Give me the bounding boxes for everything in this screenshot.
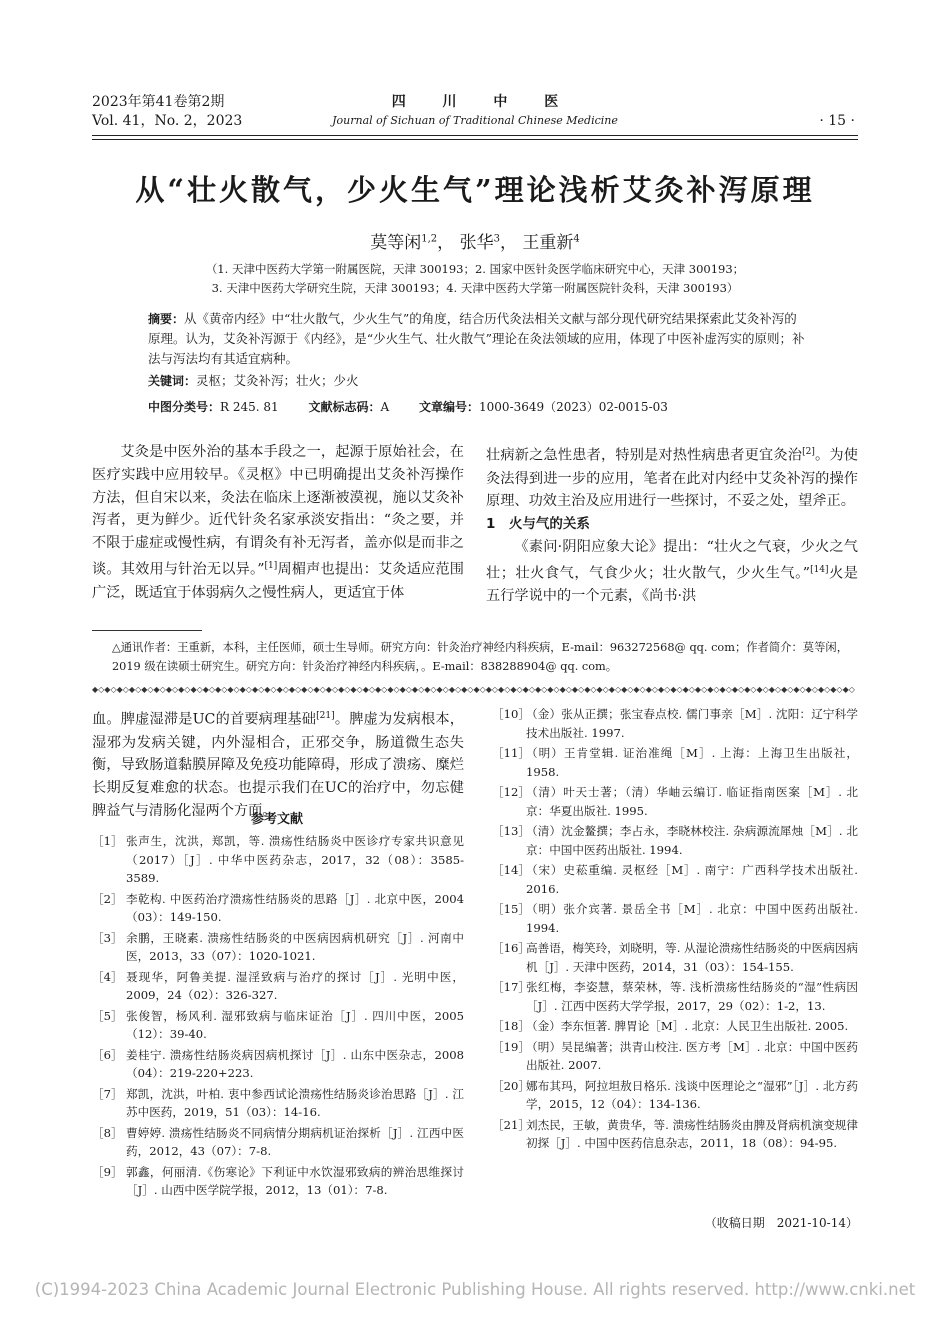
affiliations [110,260,840,298]
reference-text: 李乾构. 中医药治疗溃疡性结肠炎的思路［J］. 北京中医，2004（03）：149-150. [126,891,464,924]
reference-number: ［13］ [492,824,530,838]
doc-code-value: A [380,400,390,414]
reference-item [492,1017,858,1036]
keywords [148,371,808,391]
reference-item [92,1163,464,1200]
reference-text: （清）沈金鳌撰；李占永，李晓林校注. 杂病源流犀烛［M］. 北京：中国中医药出版社. 1994. [526,824,858,857]
references-heading: 参考文献 [250,812,303,827]
reference-item [492,900,858,937]
citation: [1] [264,560,278,571]
author-affiliation-mark: 3 [493,233,500,245]
reference-item [492,939,858,976]
issue-en: Vol. 41，No. 2，2023 [92,113,243,129]
reference-item [92,1007,464,1044]
reference-item [492,783,858,820]
reference-text: 曹婷婷. 溃疡性结肠炎不同病情分期病机证治探析［J］. 江西中医药，2012，43（07）：7-8. [126,1125,464,1158]
keywords-text: 灵枢；艾灸补泻；壮火；少火 [196,373,359,388]
reference-text: 郭鑫，何丽清.《伤寒论》下利证中水饮湿邪致病的辨治思维探讨［J］. 山西中医学院学报，2012，13（01）：7-8. [126,1164,464,1197]
citation: [21] [316,711,335,721]
reference-text: 高善语，梅笑玲，刘晓明，等. 从湿论溃疡性结肠炎的中医病因病机［J］. 天津中医药，2014，31（03）：154-155. [526,941,858,974]
doc-code-label: 文献标志码： [308,400,381,414]
citation: [14] [810,564,829,575]
reference-text: （宋）史菘重编. 灵枢经［M］. 南宁：广西科学技术出版社. 2016. [526,863,858,896]
issue-cn: 2023年第41卷第2期 [92,94,225,110]
section-divider: ◆◇◆◇◆◇◆◇◆◇◆◇◆◇◆◇◆◇◆◇◆◇◆◇◆◇◆◇◆◇◆◇◆◇◆◇◆◇◆◇◆◇◆◇◆◇◆◇◆◇◆◇◆◇◆◇◆◇◆◇◆◇◆◇◆◇◆◇◆◇◆◇◆◇◆◇◆◇◆◇◆◇◆◇◆◇◆◇◆◇◆◇◆◇◆◇◆◇◆◇◆◇◆◇◆◇◆◇◆◇◆◇◆◇◆◇◆◇◆◇◆◇◆◇ [92,685,855,694]
article-no-label: 文章编号： [419,400,480,414]
reference-number: ［21］ [492,1117,530,1132]
reference-item [492,1116,858,1153]
header-rule [92,135,858,136]
clc-value: R 245. 81 [220,400,279,414]
abstract-text: 从《黄帝内经》中“壮火散气，少火生气”的角度，结合历代灸法相关文献与部分现代研究结果探索此艾灸补泻的原理。认为，艾灸补泻源于《内经》，是“少火生气、壮火散气”理论在灸法领域的应用，体现了中医补虚泻实的原则；补法与泻法均有其适宜病种。 [148,311,805,366]
reference-item [492,1077,858,1114]
continued-text [92,705,464,823]
affiliation-line: 3. 天津中医药大学研究生院，天津 300193；4. 天津中医药大学第一附属医院针灸科，天津 300193） [211,281,739,295]
reference-text: 张红梅，李姿慧，蔡荣林，等. 浅析溃疡性结肠炎的“湿”性病因［J］. 江西中医药大学学报，2017，29（02）：1-2，13. [526,980,858,1013]
reference-number: ［1］ [92,834,123,848]
reference-number: ［20］ [492,1078,530,1093]
reference-number: ［17］ [492,980,530,994]
reference-item [92,890,464,927]
keywords-label: 关键词： [148,374,197,388]
body-paragraph: 血。脾虚湿滞是UC的首要病理基础[21]。脾虚为发病根本，湿邪为发病关键，内外湿相合，正邪交争，肠道微生态失衡，导致肠道黏膜屏障及免疫功能障碍，形成了溃疡、糜烂长期反复难愈的状态。也提示我们在UC的治疗中，勿忘健脾益气与清肠化湿两个方面。 [92,711,464,819]
reference-text: 娜布其玛，阿拉坦敖日格乐. 浅谈中医理论之“湿邪”［J］. 北方药学，2015，12（04）：134-136. [526,1078,858,1111]
reference-number: ［3］ [92,930,123,945]
footnote-rule [92,630,202,631]
citation: [2] [802,447,815,457]
reference-number: ［5］ [92,1008,123,1023]
reference-number: ［6］ [92,1047,123,1062]
reference-text: 张声生，沈洪，郑凯，等. 溃疡性结肠炎中医诊疗专家共识意见（2017）［J］. 中华中医药杂志，2017，32（08）：3585-3589. [126,834,464,885]
reference-number: ［19］ [492,1039,530,1054]
reference-text: （清）叶天士著；（清）华岫云编订. 临证指南医案［M］. 北京：华夏出版社. 1995. [526,785,858,818]
abstract-label: 摘要： [148,312,185,326]
author-separator: ， [499,233,517,253]
abstract-block [148,309,808,391]
journal-name-en: Journal of Sichuan of Traditional Chinese Medicine [332,114,618,127]
article-title: 从“壮火散气，少火生气”理论浅析艾灸补泻原理 [135,173,815,207]
journal-name [300,93,650,130]
reference-number: ［16］ [492,941,530,955]
reference-item [492,822,858,859]
reference-item [92,968,464,1005]
reference-item [492,1038,858,1075]
received-date: （收稿日期 2021-10-14） [704,1216,858,1230]
reference-number: ［10］ [492,707,530,721]
reference-item [92,1085,464,1122]
reference-text: 姜桂宁. 溃疡性结肠炎病因病机探讨［J］. 山东中医杂志，2008（04）：219-220+223. [126,1047,464,1080]
author-name: 王重新 [522,233,574,253]
classification-line [148,398,848,415]
author-affiliation-mark: 1,2 [421,233,438,245]
issue-info [92,93,242,131]
reference-item [92,1124,464,1161]
author-separator: ， [437,233,455,253]
header-rule-thin [92,139,858,140]
reference-number: ［18］ [492,1019,530,1033]
reference-text: 刘杰民，王敏，黄贵华，等. 溃疡性结肠炎由脾及肾病机演变规律初探［J］. 中国中医药信息杂志，2011，18（08）：94-95. [526,1117,858,1150]
body-paragraph: 艾灸是中医外治的基本手段之一，起源于原始社会，在医疗实践中应用较早。《灵枢》中已明确提出艾灸补泻操作方法，但自宋以来，灸法在临床上逐渐被漠视，施以艾灸补泻者，更为鲜少。近代针灸名家承淡安指出：“灸之要，并不限于虚症或慢性病，有谓灸有补无泻者，盖亦似是而非之谈。其效用与针治无以异。”[1]周楣声也提出：艾灸适应范围广泛，既适宜于体弱病久之慢性病人，更适宜于体 [92,444,464,601]
reference-number: ［15］ [492,902,530,916]
reference-item [492,861,858,898]
reference-number: ［11］ [492,746,530,760]
body-paragraph: 《素问·阴阳应象大论》提出：“壮火之气衰，少火之气壮；壮火食气，气食少火；壮火散气，少火生气。”[14]火是五行学说中的一个元素，《尚书·洪 [486,538,858,605]
reference-text: 郑凯，沈洪，叶柏. 衷中参西试论溃疡性结肠炎诊治思路［J］. 江苏中医药，2019，51（03）：14-16. [126,1086,464,1119]
reference-number: ［8］ [92,1125,123,1140]
reference-text: （明）吴昆编著；洪青山校注. 医方考［M］. 北京：中国中医药出版社. 2007. [526,1039,858,1072]
abstract [148,309,808,369]
reference-list-left [92,832,464,1202]
body-column-left [92,441,464,604]
reference-text: 聂现华，阿鲁美提. 湿淫致病与治疗的探讨［J］. 光明中医，2009，24（02）：326-327. [126,969,464,1002]
reference-number: ［14］ [492,863,530,877]
reference-number: ［12］ [492,785,530,799]
author-name: 莫等闲 [370,233,422,253]
reference-item [492,978,858,1015]
corresponding-author-footnote: △通讯作者：王重新，本科，主任医师，硕士生导师。研究方向：针灸治疗神经内科疾病，E-mail：963272568@ qq. com；作者简介：莫等闲，2019 级在读硕士研究生。研究方向：针灸治疗神经内科疾病，。E-mail：838288904@ qq. com。 [112,641,848,673]
clc-label: 中图分类号： [148,400,221,414]
reference-item [492,705,858,742]
body-column-right [486,441,858,608]
reference-text: （明）王肯堂辑. 证治准绳［M］. 上海：上海卫生出版社，1958. [526,746,858,779]
reference-list-right [492,705,858,1155]
reference-text: （金）李东恒著. 脾胃论［M］. 北京：人民卫生出版社. 2005. [526,1019,849,1033]
author-list [60,228,890,253]
article-no-value: 1000-3649（2023）02-0015-03 [479,400,668,414]
reference-text: 余鹏，王晓素. 溃疡性结肠炎的中医病因病机研究［J］. 河南中医，2013，33（07）：1020-1021. [126,930,464,963]
reference-text: （明）张介宾著. 景岳全书［M］. 北京：中国中医药出版社. 1994. [526,902,858,935]
section-heading: 1 火与气的关系 [486,516,590,533]
author-affiliation-mark: 4 [573,233,580,245]
reference-number: ［9］ [92,1164,123,1179]
reference-item [92,832,464,888]
affiliation-line: （1. 天津中医药大学第一附属医院，天津 300193；2. 国家中医针灸医学临床研究中心，天津 300193； [205,262,745,276]
page-number: · 15 · [819,113,855,129]
journal-name-cn: 四 川 中 医 [391,94,575,110]
reference-item [92,1046,464,1083]
reference-number: ［4］ [92,969,123,984]
copyright-watermark: (C)1994-2023 China Academic Journal Electronic Publishing House. All rights reserved. http://www.cnki.net [34,1280,916,1299]
reference-number: ［7］ [92,1086,123,1101]
reference-text: 张俊智，杨风利. 湿邪致病与临床证治［J］. 四川中医，2005（12）：39-40. [126,1008,464,1041]
body-paragraph: 壮病新之急性患者，特别是对热性病患者更宜灸治[2]。为使灸法得到进一步的应用，笔者在此对内经中艾灸补泻的操作原理、功效主治及应用进行一些探讨，不妥之处，望斧正。 [486,447,858,510]
reference-number: ［2］ [92,891,123,906]
reference-item [92,929,464,966]
reference-item [492,744,858,781]
reference-text: （金）张从正撰；张宝春点校. 儒门事亲［M］. 沈阳：辽宁科学技术出版社. 1997. [526,707,858,740]
author-name: 张华 [459,233,494,253]
